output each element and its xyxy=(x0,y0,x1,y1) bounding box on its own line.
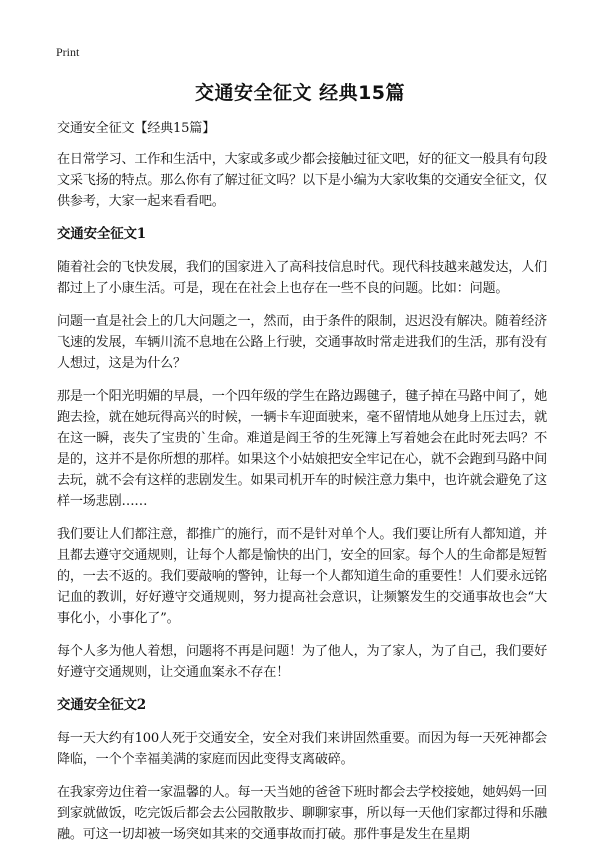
paragraph: 每一天大约有100人死于交通安全，安全对我们来讲固然重要。而因为每一天死神都会降临，一个个幸福美满的家庭而因此变得支离破碎。 xyxy=(57,731,547,767)
section-heading: 交通安全征文2 xyxy=(57,697,146,713)
paragraph: 我们要让人们都注意，都推广的施行，而不是针对单个人。我们要让所有人都知道，并且都去遵守交通规则，让每个人都是愉快的出门，安全的回家。每个人的生命都是短暂的，一去不返的。我们要敲响的警钟，让每一个人都知道生命的重要性！人们要永远铭记血的教训，好好遵守交通规则，努力提高社会意识，让频繁发生的交通事故也会“大事化小，小事化了”。 xyxy=(57,527,547,626)
paragraph: 随着社会的飞快发展，我们的国家进入了高科技信息时代。现代科技越来越发达，人们都过上了小康生活。可是，现在在社会上也存在一些不良的问题。比如：问题。 xyxy=(57,260,547,296)
paragraph: 那是一个阳光明媚的早晨，一个四年级的学生在路边踢毽子，毽子掉在马路中间了，她跑去捡，就在她玩得高兴的时候，一辆卡车迎面驶来，毫不留情地从她身上压过去，就在这一瞬，丧失了宝贵的`生命。难道是阎王爷的生死簿上写着她会在此时死去吗？不是的，这并不是你所想的那样。如果这个小姑娘把安全牢记在心，就不会跑到马路中间去玩，就不会有这样的悲剧发生。如果司机开车的时候注意力集中，也许就会避免了这样一场悲剧…… xyxy=(57,389,547,509)
article-body xyxy=(57,118,547,857)
paragraph: 在我家旁边住着一家温馨的人。每一天当她的爸爸下班时都会去学校接她，她妈妈一回到家就做饭，吃完饭后都会去公园散散步、聊聊家事，所以每一天他们家都过得和乐融融。可这一切却被一场突如其来的交通事故而打破。那件事是发生在星期 xyxy=(57,785,547,842)
paragraph: 问题一直是社会上的几大问题之一，然而，由于条件的限制，迟迟没有解决。随着经济飞速的发展，车辆川流不息地在公路上行驶，交通事故时常走进我们的生活，那有没有人想过，这是为什么？ xyxy=(57,314,547,371)
section-heading: 交通安全征文1 xyxy=(57,226,146,242)
print-label: Print xyxy=(56,45,80,59)
page-title: 交通安全征文 经典15篇 xyxy=(194,82,406,104)
intro-paragraph: 在日常学习、工作和生活中，大家或多或少都会接触过征文吧，好的征文一般具有句段文采飞扬的特点。那么你有了解过征文吗？以下是小编为大家收集的交通安全征文，仅供参考，大家一起来看看吧。 xyxy=(57,152,547,209)
article-subtitle: 交通安全征文【经典15篇】 xyxy=(57,121,216,136)
paragraph: 每个人多为他人着想，问题将不再是问题！为了他人，为了家人，为了自己，我们要好好遵守交通规则，让交通血案永不存在！ xyxy=(57,644,547,680)
